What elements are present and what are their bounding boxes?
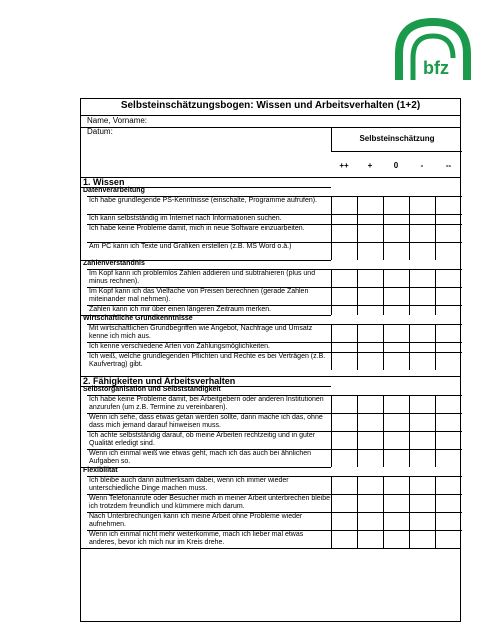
rating-box-plusplus[interactable] [331,342,357,352]
rating-box-plusplus[interactable] [331,413,357,431]
rating-box-minus[interactable] [409,449,435,467]
rating-checkboxes [331,476,462,494]
section-title: 1. Wissen [83,177,125,187]
rating-checkboxes [331,214,462,224]
rating-box-minus[interactable] [409,352,435,370]
rating-box-minus[interactable] [409,242,435,260]
rating-header: Selbsteinschätzung [331,127,462,151]
list-item [81,431,460,449]
rating-box-minus[interactable] [409,324,435,342]
list-item [81,196,460,214]
list-item [81,287,460,305]
rating-box-minusminus[interactable] [435,305,462,315]
rating-box-zero[interactable] [383,530,409,548]
rating-box-minusminus[interactable] [435,324,462,342]
rating-box-plus[interactable] [357,395,383,413]
rating-box-plus[interactable] [357,342,383,352]
item-text: Zahlen kann ich mir über einen längeren Zeitraum merken. [89,306,272,313]
rating-checkboxes [331,431,462,449]
list-item [81,214,460,224]
rating-checkboxes [331,324,462,342]
rating-box-plus[interactable] [357,324,383,342]
rating-box-minus[interactable] [409,287,435,305]
rating-box-plus[interactable] [357,449,383,467]
item-text: Ich habe keine Probleme damit, mich in neue Software einzuarbeiten. [89,225,305,232]
rating-box-plusplus[interactable] [331,242,357,260]
rating-box-plusplus[interactable] [331,214,357,224]
rating-box-zero[interactable] [383,431,409,449]
rating-box-plusplus[interactable] [331,324,357,342]
rating-box-zero[interactable] [383,342,409,352]
rating-box-minus[interactable] [409,342,435,352]
rating-box-zero[interactable] [383,196,409,214]
rating-box-zero[interactable] [383,224,409,242]
item-text: Ich bleibe auch dann aufmerksam dabei, wenn ich immer wieder unterschiedliche Dinge machen muss. [89,477,289,492]
rating-box-plus[interactable] [357,512,383,530]
rating-box-minusminus[interactable] [435,214,462,224]
list-item [81,494,460,512]
rating-box-minusminus[interactable] [435,449,462,467]
rating-box-plusplus[interactable] [331,196,357,214]
rating-box-plus[interactable] [357,494,383,512]
rating-box-plusplus[interactable] [331,494,357,512]
list-item [81,269,460,287]
rating-box-minus[interactable] [409,214,435,224]
rating-checkboxes [331,342,462,352]
list-item [81,449,460,467]
item-text: Im Kopf kann ich das Vielfache von Preisen berechnen (gerade Zahlen miteinander mal nehmen). [89,288,309,303]
rating-box-minusminus[interactable] [435,224,462,242]
rating-box-plus[interactable] [357,269,383,287]
item-text: Im Kopf kann ich problemlos Zahlen addieren und subtrahieren (plus und minus rechnen). [89,270,316,285]
rating-box-plus[interactable] [357,431,383,449]
rating-box-minusminus[interactable] [435,242,462,260]
rating-checkboxes [331,395,462,413]
rating-box-zero[interactable] [383,476,409,494]
rating-box-zero[interactable] [383,214,409,224]
rating-box-plusplus[interactable] [331,530,357,548]
rating-checkboxes [331,352,462,370]
name-label: Name, Vorname: [87,116,148,125]
rating-box-plusplus[interactable] [331,352,357,370]
rating-box-minusminus[interactable] [435,476,462,494]
rating-box-zero[interactable] [383,287,409,305]
group-title: Selbstorganisation und Selbstständigkeit [83,386,221,393]
list-item [81,530,460,548]
rating-checkboxes [331,494,462,512]
rating-box-plus[interactable] [357,476,383,494]
rating-box-minus[interactable] [409,530,435,548]
assessment-sheet [80,98,461,622]
rating-box-zero[interactable] [383,494,409,512]
rating-box-minus[interactable] [409,196,435,214]
group-title: Zahlenverständnis [83,260,145,267]
rating-box-plusplus[interactable] [331,431,357,449]
rating-box-minusminus[interactable] [435,287,462,305]
item-text: Ich achte selbstständig darauf, ob meine Arbeiten rechtzeitig und in guter Qualität erledigt sind. [89,432,316,447]
rating-scale [331,155,462,177]
list-item [81,395,460,413]
rating-box-plus[interactable] [357,530,383,548]
list-item [81,512,460,530]
scale-plus: + [367,161,373,170]
rating-box-minus[interactable] [409,476,435,494]
item-text: Am PC kann ich Texte und Grafiken erstellen (z.B. MS Word o.ä.) [89,243,292,250]
item-text: Ich weiß, welche grundlegenden Pflichten und Rechte es bei Verträgen (z.B. Kaufvertrag) gibt. [89,353,326,368]
list-item [81,342,460,352]
section-title: 2. Fähigkeiten und Arbeitsverhalten [83,376,236,386]
rating-box-minus[interactable] [409,431,435,449]
rating-box-zero[interactable] [383,413,409,431]
rating-box-minusminus[interactable] [435,431,462,449]
svg-text:bfz: bfz [423,58,449,78]
rating-checkboxes [331,242,462,260]
rating-box-zero[interactable] [383,324,409,342]
list-item [81,476,460,494]
rating-box-minusminus[interactable] [435,269,462,287]
bfz-logo [393,14,473,86]
item-text: Ich habe grundlegende PS-Kenntnisse (einschalte, Programme aufrufen). [89,197,318,204]
rating-box-plusplus[interactable] [331,224,357,242]
rating-box-plus[interactable] [357,214,383,224]
rating-box-zero[interactable] [383,449,409,467]
scale-minusminus: -- [445,161,452,170]
item-text: Ich kann selbstständig im Internet nach Informationen suchen. [89,215,282,222]
rating-box-plus[interactable] [357,413,383,431]
rating-checkboxes [331,269,462,287]
rating-box-minus[interactable] [409,305,435,315]
list-item [81,305,460,315]
rating-box-minus[interactable] [409,269,435,287]
rating-box-plus[interactable] [357,242,383,260]
rating-box-plusplus[interactable] [331,449,357,467]
rating-box-minusminus[interactable] [435,196,462,214]
rating-checkboxes [331,196,462,214]
rating-box-minusminus[interactable] [435,512,462,530]
rating-box-plusplus[interactable] [331,512,357,530]
rating-box-plus[interactable] [357,224,383,242]
rating-box-minusminus[interactable] [435,395,462,413]
item-text: Wenn Telefonanrufe oder Besucher mich in meiner Arbeit unterbrechen bleibe ich trotzdem freundlich und kümmere mich darum. [89,495,330,510]
rating-box-plusplus[interactable] [331,305,357,315]
rating-box-minusminus[interactable] [435,494,462,512]
item-text: Nach Unterbrechungen kann ich meine Arbeit ohne Probleme wieder aufnehmen. [89,513,303,528]
list-item [81,413,460,431]
item-text: Wenn ich einmal weiß wie etwas geht, mach ich das auch bei ähnlichen Aufgaben so. [89,450,312,465]
rating-box-plus[interactable] [357,196,383,214]
item-text: Ich habe keine Probleme damit, bei Arbeitgebern oder anderen Institutionen anzurufen (um z.B. Termine zu vereinbaren). [89,396,324,411]
scale-minus: - [420,161,424,170]
rating-checkboxes [331,224,462,242]
rating-checkboxes [331,305,462,315]
rating-box-plusplus[interactable] [331,269,357,287]
form-title: Selbsteinschätzungsbogen: Wissen und Arbeitsverhalten (1+2) [120,100,421,111]
item-text: Ich kenne verschiedene Arten von Zahlungsmöglichkeiten. [89,343,270,350]
rating-box-plusplus[interactable] [331,287,357,305]
item-text: Wenn ich sehe, dass etwas getan werden sollte, dann mache ich das, ohne dass mich jemand darauf hinweisen muss. [89,414,323,429]
list-item [81,224,460,242]
rating-checkboxes [331,512,462,530]
group-title: Datenverarbeitung [83,187,145,194]
rating-checkboxes [331,530,462,548]
rating-box-plus[interactable] [357,352,383,370]
rating-checkboxes [331,413,462,431]
rating-box-minusminus[interactable] [435,530,462,548]
rating-checkboxes [331,449,462,467]
item-text: Mit wirtschaftlichen Grundbegriffen wie Angebot, Nachfrage und Umsatz kenne ich mich aus. [89,325,313,340]
rating-box-minus[interactable] [409,494,435,512]
scale-plusplus: ++ [339,161,349,170]
item-text: Wenn ich einmal nicht mehr weiterkomme, mach ich lieber mal etwas anderes, bevor ich mich nur im Kreis drehe. [89,531,304,546]
rating-box-zero[interactable] [383,242,409,260]
list-item [81,242,460,260]
rating-box-minusminus[interactable] [435,352,462,370]
rating-box-plusplus[interactable] [331,476,357,494]
rating-box-minus[interactable] [409,413,435,431]
rating-box-zero[interactable] [383,512,409,530]
rating-box-plus[interactable] [357,305,383,315]
group-title: Flexibilität [83,467,118,474]
date-label: Datum: [87,127,113,136]
rating-box-plusplus[interactable] [331,395,357,413]
list-item [81,324,460,342]
rating-box-minusminus[interactable] [435,413,462,431]
rating-box-minus[interactable] [409,224,435,242]
group-title: Wirtschaftliche Grundkenntnisse [83,315,193,322]
rating-checkboxes [331,287,462,305]
scale-zero: 0 [393,161,399,170]
rating-box-zero[interactable] [383,305,409,315]
list-item [81,352,460,370]
rating-box-zero[interactable] [383,352,409,370]
rating-box-minus[interactable] [409,395,435,413]
rating-box-plus[interactable] [357,287,383,305]
rating-box-minus[interactable] [409,512,435,530]
rating-box-zero[interactable] [383,269,409,287]
rating-box-zero[interactable] [383,395,409,413]
rating-box-minusminus[interactable] [435,342,462,352]
